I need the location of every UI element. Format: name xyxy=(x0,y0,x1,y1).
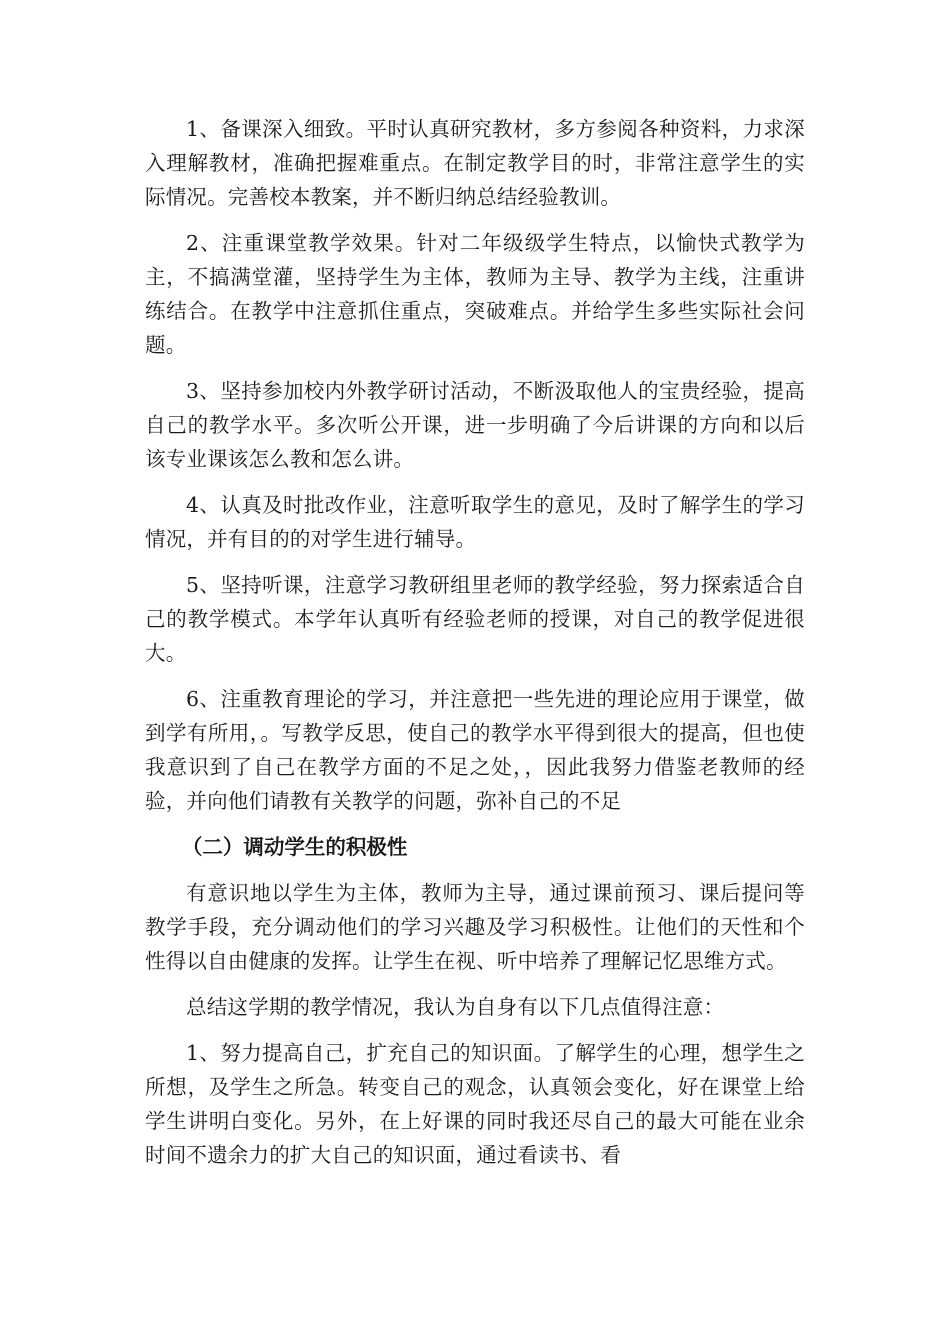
paragraph-classroom-effect: 2、注重课堂教学效果。针对二年级级学生特点，以愉快式教学为主，不搞满堂灌，坚持学生为主体，教师为主导、教学为主线，注重讲练结合。在教学中注意抓住重点，突破难点。并给学生多些实际社会问题。 xyxy=(145,231,805,357)
paragraph-prep-lessons: 1、备课深入细致。平时认真研究教材，多方参阅各种资料，力求深入理解教材，准确把握难重点。在制定教学目的时，非常注意学生的实际情况。完善校本教案，并不断归纳总结经验教训。 xyxy=(145,117,805,209)
paragraph-homework-grading: 4、认真及时批改作业，注意听取学生的意见，及时了解学生的学习情况，并有目的的对学生进行辅导。 xyxy=(145,493,805,551)
paragraph-attend-lessons: 5、坚持听课，注意学习教研组里老师的教学经验，努力探索适合自己的教学模式。本学年认真听有经验老师的授课，对自己的教学促进很大。 xyxy=(145,573,805,665)
paragraph-education-theory: 6、注重教育理论的学习，并注意把一些先进的理论应用于课堂，做到学有所用，。写教学反思，使自己的教学水平得到很大的提高，但也使我意识到了自己在教学方面的不足之处，，因此我努力借鉴老教师的经验，并向他们请教有关教学的问题，弥补自己的不足 xyxy=(145,687,805,813)
section-heading: （二）调动学生的积极性 xyxy=(181,835,408,859)
document-page xyxy=(145,112,805,1184)
paragraph-summary-intro: 总结这学期的教学情况，我认为自身有以下几点值得注意： xyxy=(186,995,725,1019)
paragraph-student-subject: 有意识地以学生为主体，教师为主导，通过课前预习、课后提问等教学手段，充分调动他们的学习兴趣及学习积极性。让他们的天性和个性得以自由健康的发挥。让学生在视、听中培养了理解记忆思维方式。 xyxy=(145,881,805,973)
paragraph-research-activities: 3、坚持参加校内外教学研讨活动，不断汲取他人的宝贵经验，提高自己的教学水平。多次听公开课，进一步明确了今后讲课的方向和以后该专业课该怎么教和怎么讲。 xyxy=(145,379,805,471)
paragraph-self-improvement: 1、努力提高自己，扩充自己的知识面。了解学生的心理，想学生之所想，及学生之所急。转变自己的观念，认真领会变化，好在课堂上给学生讲明白变化。另外，在上好课的同时我还尽自己的最大可能在业余时间不遗余力的扩大自己的知识面，通过看读书、看 xyxy=(145,1041,805,1167)
